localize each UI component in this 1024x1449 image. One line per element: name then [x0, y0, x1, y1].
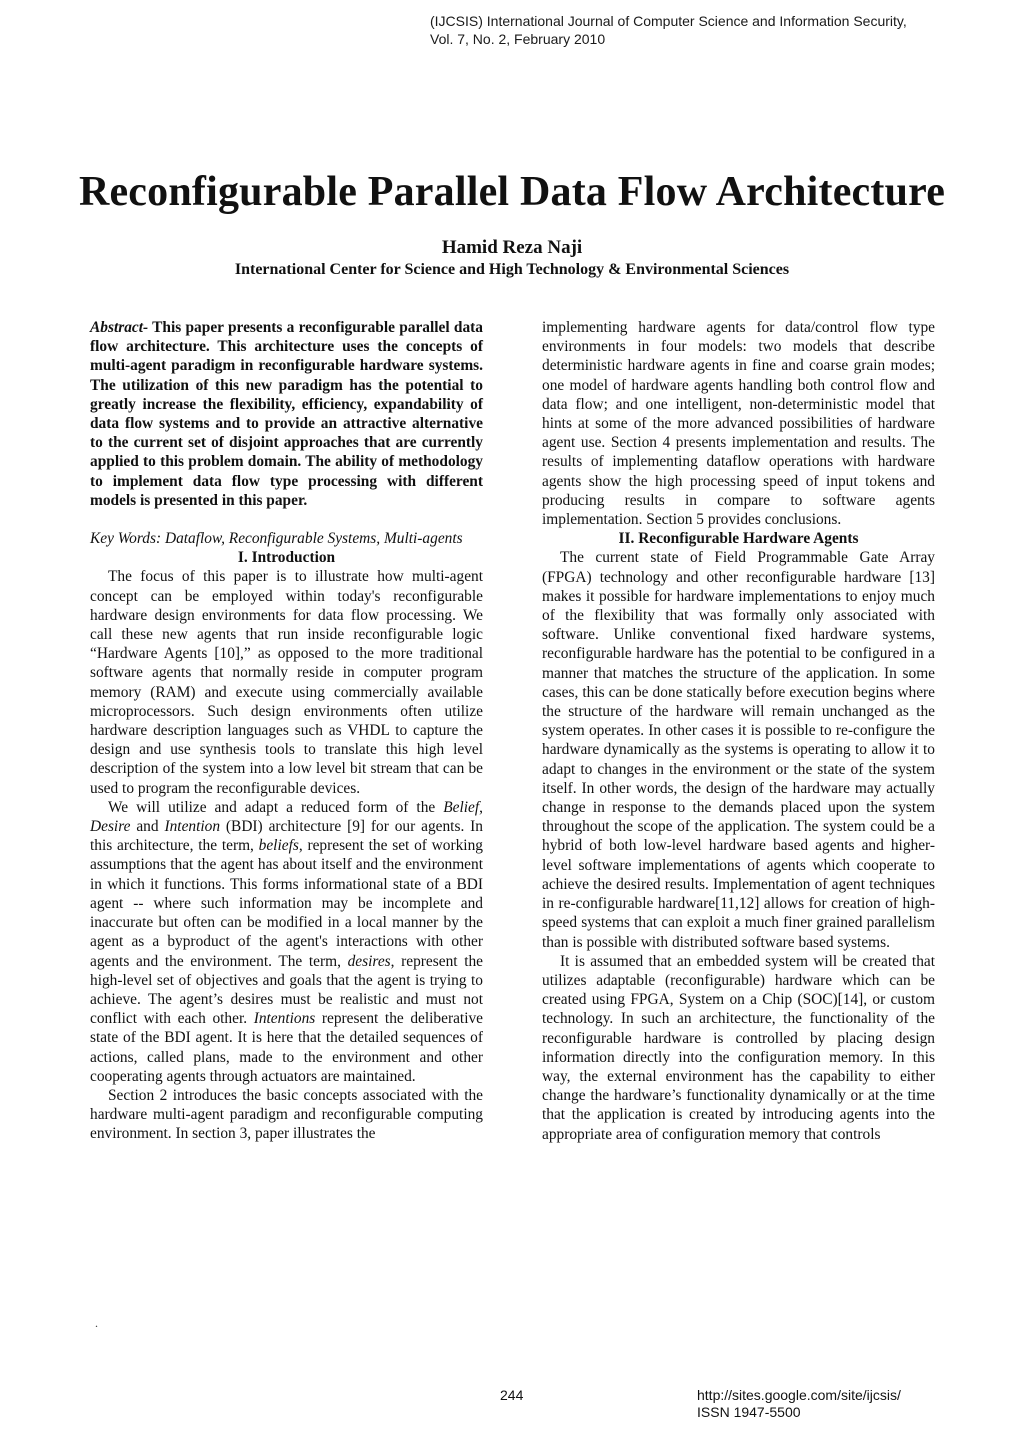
term-beliefs: beliefs	[258, 837, 299, 855]
text-run: represent the deliberative state of the BDI agent. It is here that the detailed sequences of actions, called plans, made to the environment and other cooperating agents through actuators are maintained.	[90, 1010, 483, 1085]
keywords: Key Words: Dataflow, Reconfigurable Systems, Multi-agents	[90, 530, 463, 548]
intro-paragraph-1: The focus of this paper is to illustrate how multi-agent concept can be employed within today's reconfigurable hardware design environments for data flow processing. We call these new agents that run inside reconfigurable logic “Hardware Agents [10],” as opposed to the more traditional software agents that normally reside in computer program memory (RAM) and execute using commercially available microprocessors. Such design environments often utilize hardware description languages such as VHDL to capture the design and use synthesis tools to translate this high level description of the system into a low level bit stream that can be used to program the reconfigurable devices.	[90, 568, 483, 797]
journal-header	[430, 12, 907, 48]
section-heading-hardware-agents: II. Reconfigurable Hardware Agents	[618, 530, 859, 548]
page-number: 244	[500, 1387, 524, 1403]
intro-paragraph-3: Section 2 introduces the basic concepts associated with the hardware multi-agent paradigm and reconfigurable computing environment. In section 3, paper illustrates the	[90, 1086, 483, 1143]
right-column	[542, 318, 935, 1144]
footer-issn: ISSN 1947-5500	[697, 1404, 801, 1420]
journal-line-1: (IJCSIS) International Journal of Computer Science and Information Security,	[430, 13, 907, 29]
text-run: We will utilize and adapt a reduced form of the	[108, 798, 444, 816]
footer-dot: .	[95, 1316, 98, 1330]
text-run: , represent the set of working assumptions that the agent has about itself and the environment in which it functions. This forms informational state of a BDI agent -- where such information may be incomplete and inaccurate but often can be modified in a local manner by the agent as a byproduct of the agent's interactions with other agents and the environment. The term,	[90, 837, 483, 970]
text-run: , represent the high-level set of objectives and goals that the agent is trying to achieve. The agent’s desires must be realistic and must not conflict with each other.	[90, 952, 483, 1028]
footer-info	[697, 1387, 901, 1421]
footer-url: http://sites.google.com/site/ijcsis/	[697, 1387, 901, 1403]
abstract-text: This paper presents a reconfigurable parallel data flow architecture. This architecture uses the concepts of multi-agent paradigm in reconfigurable hardware systems. The utilization of this new paradigm has the potential to greatly increase the flexibility, efficiency, expandability of data flow systems and to provide an attractive alternative to the current set of disjoint approaches that are currently applied to this problem domain. The ability of methodology to implement data flow type processing with different models is presented in this paper.	[90, 319, 483, 509]
intro-paragraph-3-continued: implementing hardware agents for data/control flow type environments in four models: two models that describe deterministic hardware agents in fine and coarse grain modes; one model of hardware agents handling both control flow and data flow; and one intelligent, non-deterministic model that hints at some of the more advanced possibilities of hardware agent use. Section 4 presents implementation and results. The results of implementing dataflow operations with hardware agents show the high processing speed of input tokens and producing results in compare to software agents implementation. Section 5 provides conclusions.	[542, 319, 935, 529]
journal-line-2: Vol. 7, No. 2, February 2010	[430, 31, 606, 47]
term-intention: Intention	[164, 818, 221, 836]
hardware-agents-paragraph-2: It is assumed that an embedded system will be created that utilizes adaptable (reconfigurable) hardware which can be created using FPGA, System on a Chip (SOC)[14], or custom technology. In such an architecture, the functionality of the reconfigurable hardware is controlled by placing design information directly into the configuration memory. In this way, the external environment has the capability to either change the hardware’s functionality dynamically or at the time that the application is created by introducing agents into the appropriate area of configuration memory that controls	[542, 952, 935, 1143]
intro-paragraph-2	[90, 798, 483, 1086]
abstract-label: Abstract-	[90, 319, 149, 336]
term-belief: Belief	[443, 798, 480, 816]
abstract	[90, 318, 483, 510]
term-intentions: Intentions	[253, 1010, 316, 1028]
term-desires: desires	[347, 952, 391, 970]
term-desire: Desire	[90, 818, 131, 836]
author-affiliation: International Center for Science and High Technology & Environmental Sciences	[234, 261, 790, 278]
paper-title: Reconfigurable Parallel Data Flow Architecture	[78, 169, 946, 215]
section-heading-introduction: I. Introduction	[237, 549, 336, 567]
hardware-agents-paragraph-1: The current state of Field Programmable Gate Array (FPGA) technology and other reconfigurable hardware [13] makes it possible for hardware implementations to enjoy much of the flexibility that was formally only associated with software. Unlike conventional fixed hardware systems, reconfigurable hardware has the potential to be configured in a manner that matches the structure of the application. In some cases, this can be done statically before execution begins where the structure of the hardware will remain unchanged as the system operates. In other cases it is possible to re-configure the hardware dynamically as the systems is operating to allow it to adapt to changes in the environment or the state of the system itself. In other words, the design of the hardware may actually change in response to the demands placed upon the system throughout the scope of the application. The system could be a hybrid of both low-level hardware based agents and higher-level software implementations of agents which cooperate to achieve the desired results. Implementation of agent techniques in re-configurable hardware[11,12] allows for creation of high-speed systems that can exploit a much finer grained parallelism than is possible with distributed software based systems.	[542, 549, 935, 951]
text-run: (BDI) architecture [9] for our agents. In this architecture, the term,	[90, 818, 483, 855]
text-run: ,	[479, 798, 483, 816]
text-run: and	[130, 818, 165, 836]
author-name: Hamid Reza Naji	[441, 237, 583, 258]
left-column	[90, 318, 483, 1144]
